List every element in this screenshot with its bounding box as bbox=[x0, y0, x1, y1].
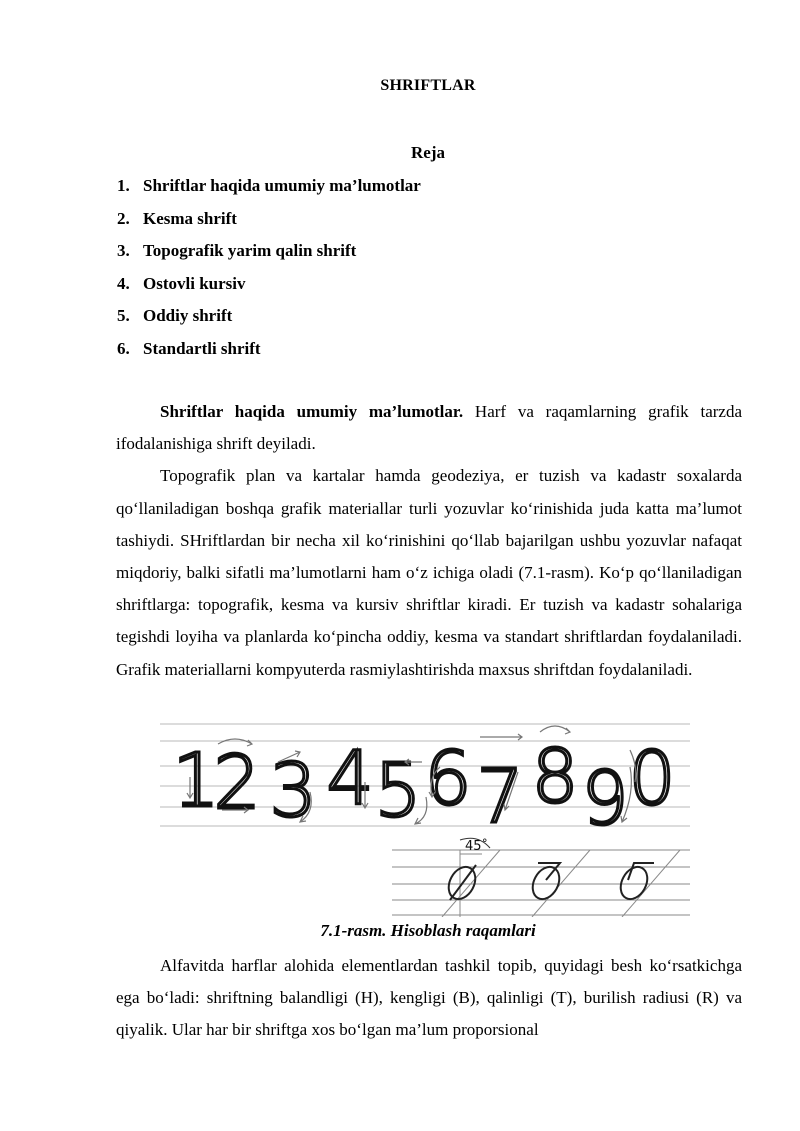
slanted-digit-examples bbox=[443, 862, 654, 903]
figure-caption: 7.1-rasm. Hisoblash raqamlari bbox=[320, 921, 536, 940]
plan-item-number: 4. bbox=[117, 273, 130, 293]
section-alphabet bbox=[116, 950, 742, 1047]
plan-item bbox=[117, 205, 421, 238]
paragraph: Topografik plan va kartalar hamda geodeziya, er tuzish va kadastr soxalarda qo‘llaniladigan boshqa grafik materiallar turli yozuvlar ko‘rinishida juda katta ma’lumot tashiydi. SHriftlardan bir necha xil ko‘rinishini qo‘llab bajarilgan ushbu yozuvlar nafaqat miqdoriy, balki sifatli ma’lumotlarni ham o‘z ichiga oladi (7.1-rasm). Ko‘p qo‘llaniladigan shriftlarga: topografik, kesma va kursiv shriftlar kiradi. Er tuzish va kadastr sohalariga tegishdi loyiha va planlarda ko‘pincha oddiy, kesma va standart shriftlardan foydalaniladi. Grafik materiallarni kompyuterda rasmiylashtirishda maxsus shriftdan foydalaniladi. bbox=[116, 466, 742, 679]
digit-5: 5 bbox=[374, 748, 422, 834]
plan-item-number: 5. bbox=[117, 306, 130, 326]
digit-1: 1 bbox=[172, 738, 220, 824]
plan-item bbox=[117, 172, 421, 205]
plan-item-number: 3. bbox=[117, 241, 130, 261]
digit-6: 6 bbox=[424, 736, 472, 822]
section-general-info bbox=[116, 396, 742, 686]
digit-9: 9 bbox=[581, 756, 629, 842]
document-title: SHRIFTLAR bbox=[380, 77, 476, 94]
figure-digits bbox=[160, 722, 690, 917]
plan-item-number: 6. bbox=[117, 338, 130, 358]
plan-item bbox=[117, 302, 421, 335]
plan-item-text: Topografik yarim qalin shrift bbox=[143, 241, 357, 261]
plan-heading: Reja bbox=[411, 143, 445, 162]
digit-8: 8 bbox=[531, 734, 579, 820]
plan-item-text: Standartli shrift bbox=[143, 338, 261, 358]
digit-4: 4 bbox=[326, 736, 374, 822]
plan-item-text: Ostovli kursiv bbox=[143, 273, 246, 293]
plan-item bbox=[117, 335, 421, 368]
plan-item bbox=[117, 270, 421, 303]
plan-list bbox=[117, 172, 421, 368]
digit-2: 2 bbox=[213, 740, 261, 826]
plan-item bbox=[117, 237, 421, 270]
paragraph-lead: Shriftlar haqida umumiy ma’lumotlar. bbox=[160, 402, 464, 421]
paragraph-lead-rest: Harf va raqamlarning grafik tarzda ifodalanishiga shrift deyiladi. bbox=[116, 402, 742, 454]
digit-7: 7 bbox=[476, 754, 524, 840]
slant-construction bbox=[392, 838, 690, 917]
paragraph: Alfavitda harflar alohida elementlardan tashkil topib, quyidagi besh ko‘rsatkichga ega bo‘ladi: shriftning balandligi (H), kengligi (B), qalinligi (T), burilish radiusi (R) va qiyalik. Ular har bir shriftga xos bo‘lgan ma’lum proporsional bbox=[116, 956, 742, 1040]
angle-label: 45˚ bbox=[465, 839, 489, 854]
plan-item-text: Shriftlar haqida umumiy ma’lumotlar bbox=[143, 176, 421, 195]
plan-item-text: Kesma shrift bbox=[143, 208, 237, 228]
digit-0: 0 bbox=[628, 736, 676, 822]
plan-item-number: 2. bbox=[117, 208, 130, 228]
plan-item-number: 1. bbox=[117, 176, 130, 195]
digit-3: 3 bbox=[269, 748, 317, 834]
plan-item-text: Oddiy shrift bbox=[143, 306, 233, 326]
paragraph bbox=[116, 396, 742, 460]
